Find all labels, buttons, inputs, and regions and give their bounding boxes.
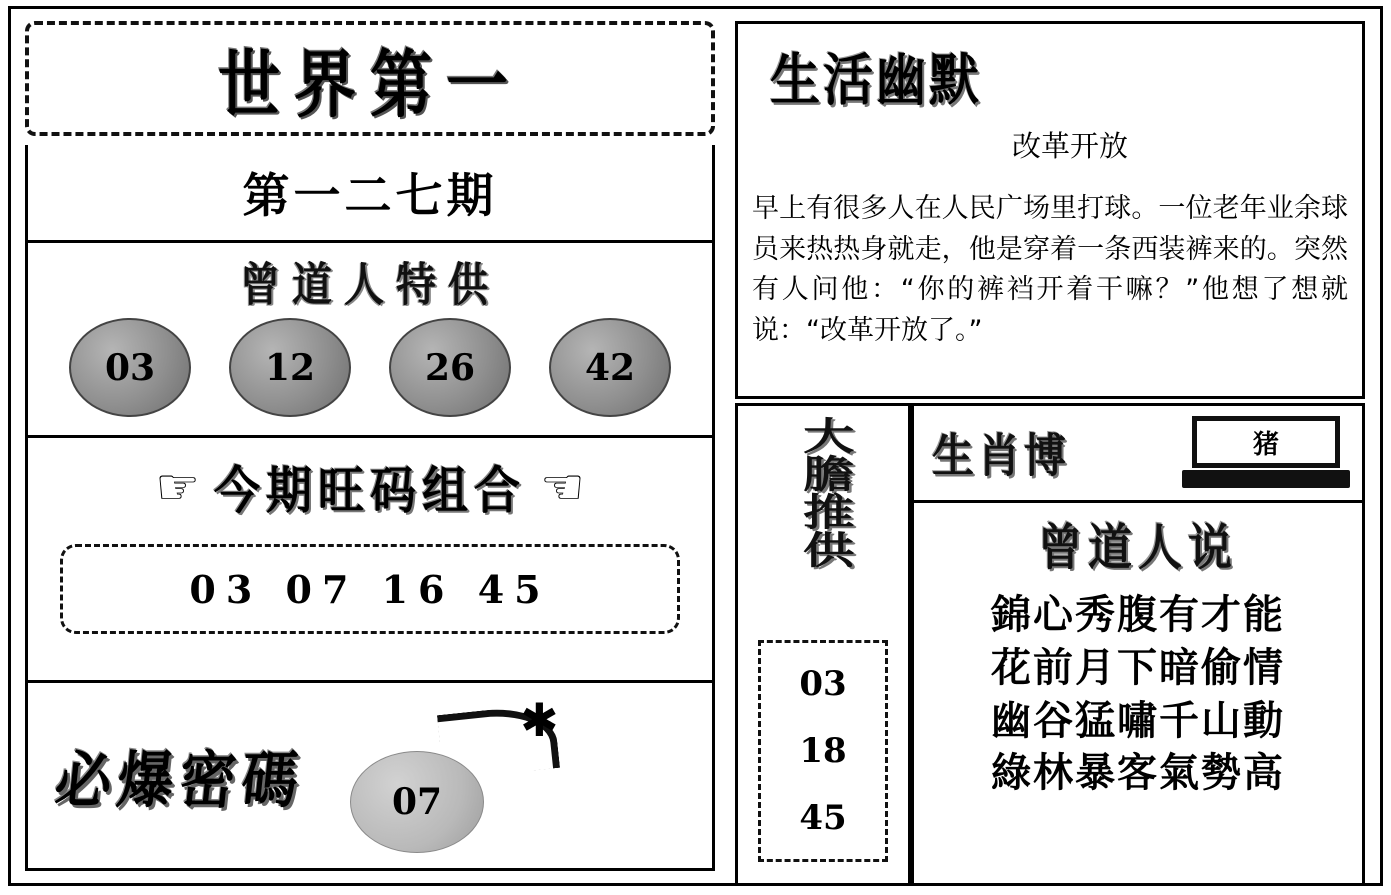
secret-code-section bbox=[25, 683, 715, 871]
humor-subtitle: 改革开放 bbox=[1011, 129, 1128, 163]
pointing-hand-icon: ☞ bbox=[540, 458, 585, 516]
issue-number: 第一二七期 bbox=[242, 169, 498, 224]
number-ball: 42 bbox=[549, 318, 671, 417]
saying-section bbox=[911, 503, 1365, 883]
bomb-number: 07 bbox=[350, 751, 484, 853]
combination-header bbox=[28, 454, 712, 520]
humor-title: 生活幽默 bbox=[770, 46, 982, 113]
bold-number: 03 bbox=[799, 664, 847, 705]
special-numbers-title: 曾道人特供 bbox=[240, 257, 500, 312]
pointing-hand-icon: ☞ bbox=[155, 458, 200, 516]
bold-number: 45 bbox=[799, 797, 847, 838]
humor-body-text: 早上有很多人在人民广场里打球。一位老年业余球员来热热身就走，他是穿着一条西装裤来的。突然有人问他：“你的裤裆开着干嘛？”他想了想就说：“改革开放了。” bbox=[752, 193, 1348, 346]
left-column bbox=[11, 9, 727, 883]
laptop-screen-label: 猪 bbox=[1192, 416, 1340, 468]
combination-title: 今期旺码组合 bbox=[214, 460, 526, 520]
number-ball: 12 bbox=[229, 318, 351, 417]
secret-code-title: 必爆密碼 bbox=[51, 743, 308, 817]
number-ball: 26 bbox=[389, 318, 511, 417]
issue-box bbox=[25, 145, 715, 243]
zodiac-title: 生肖博 bbox=[932, 428, 1071, 483]
zodiac-section bbox=[911, 403, 1365, 503]
humor-section bbox=[735, 21, 1365, 399]
saying-title: 曾道人说 bbox=[1038, 519, 1238, 577]
combination-numbers-box bbox=[60, 544, 680, 634]
saying-lines bbox=[914, 589, 1362, 800]
right-column bbox=[733, 9, 1378, 883]
bold-prediction-section bbox=[735, 403, 911, 883]
bold-prediction-title: 大膽推供 bbox=[793, 416, 855, 568]
banner-box bbox=[25, 21, 715, 136]
bold-number: 18 bbox=[799, 730, 847, 771]
bomb-graphic bbox=[344, 691, 574, 861]
special-numbers-section bbox=[25, 243, 715, 438]
spark-icon: ✱ bbox=[520, 692, 559, 747]
bold-prediction-numbers bbox=[758, 640, 888, 862]
number-ball: 03 bbox=[69, 318, 191, 417]
combination-numbers: 03 07 16 45 bbox=[189, 566, 551, 612]
banner-title: 世界第一 bbox=[217, 41, 522, 128]
saying-line: 幽谷猛嘯千山動 bbox=[991, 696, 1285, 744]
laptop-base bbox=[1182, 470, 1350, 488]
saying-line: 綠林暴客氣勢高 bbox=[991, 749, 1285, 797]
laptop-icon bbox=[1182, 414, 1352, 492]
saying-line: 錦心秀腹有才能 bbox=[991, 591, 1285, 638]
special-numbers-row bbox=[28, 318, 712, 417]
saying-line: 花前月下暗偷情 bbox=[991, 643, 1285, 691]
combination-section bbox=[25, 438, 715, 683]
